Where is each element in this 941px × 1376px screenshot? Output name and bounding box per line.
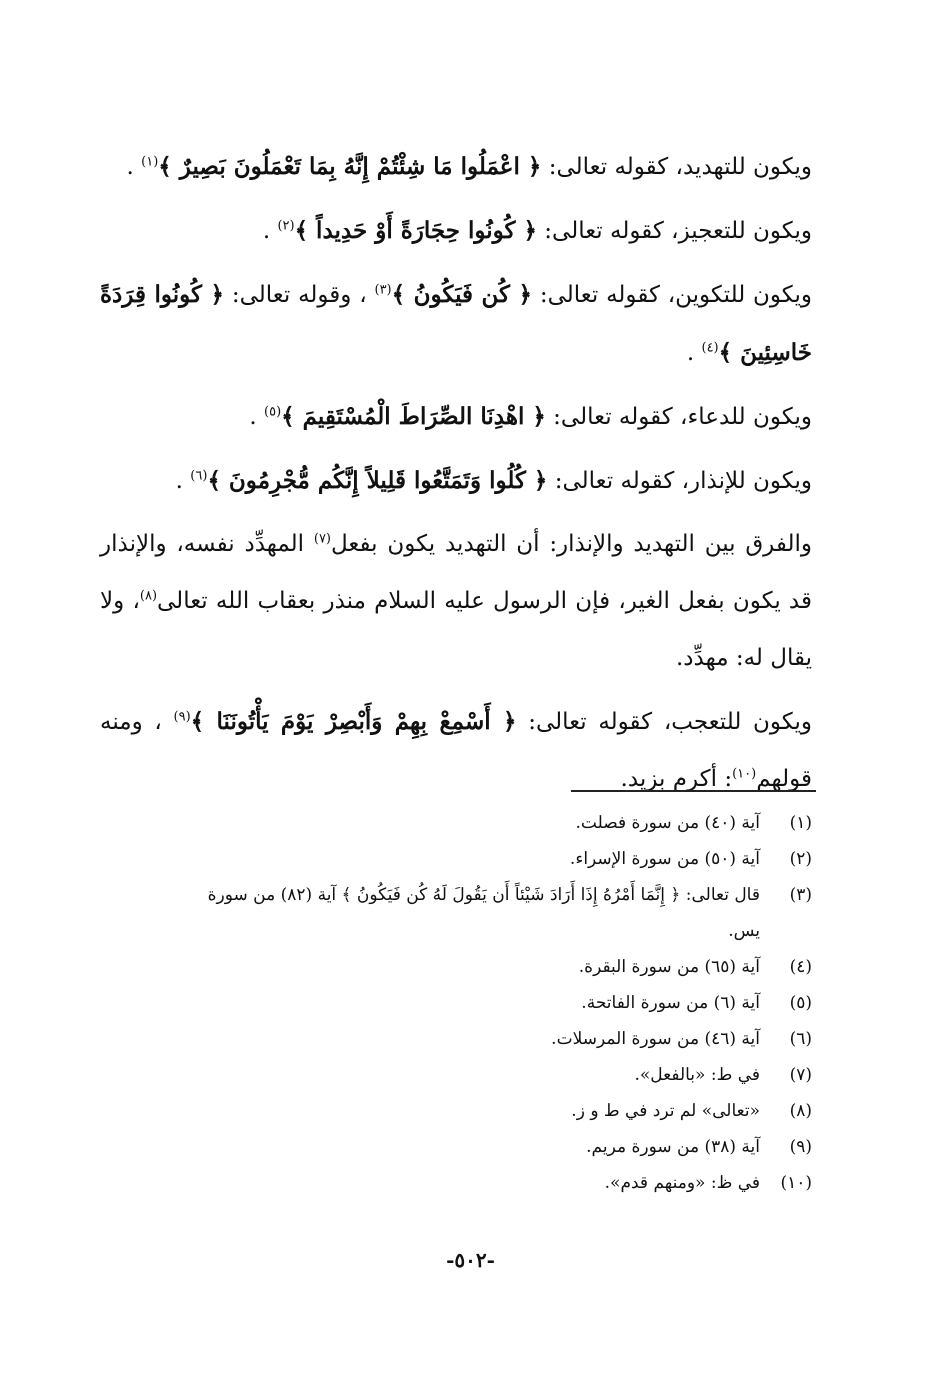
footnote-text: آية (٥٠) من سورة الإسراء. [569,849,760,869]
footnote-text: آية (٤٠) من سورة فصلت. [575,813,760,833]
paragraph-difference [100,516,812,687]
quran-quote: ﴿ كُن فَيَكُونُ ﴾ [391,281,533,308]
paragraph-text: ، ومنه قولهم [100,709,812,792]
paragraph-text: . [262,218,278,244]
footnote-number: (٢) [789,849,812,869]
quran-quote: ﴿ اعْمَلُوا مَا شِئْتُمْ إِنَّهُ بِمَا تَعْمَلُونَ بَصِيرٌ ﴾ [158,153,542,180]
footnote-item [100,985,812,1021]
footnote-item [100,949,812,985]
paragraph-text: ويكون للتكوين، كقوله تعالى: [532,282,813,308]
footnote-text: آية (٦) من سورة الفاتحة. [581,993,760,1013]
footnote-divider [571,790,816,792]
quran-quote: ﴿ كُلُوا وَتَمَتَّعُوا قَلِيلاً إِنَّكُم مُّجْرِمُونَ ﴾ [207,467,548,494]
footnote-number: (١) [789,813,812,833]
footnote-continuation [100,913,812,949]
paragraph-text: ويكون للتعجيز، كقوله تعالى: [536,218,812,244]
footnote-item [100,805,812,841]
footnote-ref[interactable]: (٧) [313,531,331,547]
footnote-item [100,1093,812,1129]
footnote-ref[interactable]: (١٠) [732,766,757,782]
quran-quote: ﴿ اهْدِنَا الصِّرَاطَ الْمُسْتَقِيمَ ﴾ [281,403,546,430]
footnote-ref[interactable]: (٦) [190,468,208,484]
paragraph-text: ويكون للتهديد، كقوله تعالى: [541,154,812,180]
main-text [100,138,812,814]
paragraph-text: . [126,154,142,180]
footnote-number: (٦) [789,1029,812,1049]
paragraph-text: ويكون للتعجب، كقوله تعالى: [516,709,812,735]
paragraph-threat [100,138,812,196]
footnote-item [100,841,812,877]
footnote-text: قال تعالى: ﴿ إِنَّمَا أَمْرُهُ إِذَا أَرَادَ شَيْئاً أَن يَقُولَ لَهُ كُن فَيَكُونُ ﴾ آية (٨٢) من سورة [207,885,760,905]
footnote-number: (٥) [789,993,812,1013]
quran-quote: ﴿ كُونُوا حِجَارَةً أَوْ حَدِيداً ﴾ [294,217,537,244]
footnote-number: (٧) [789,1065,812,1085]
paragraph-text: المهدِّد نفسه، والإنذار قد يكون بفعل الغير، فإن الرسول عليه السلام منذر بعقاب الله تعالى [100,531,812,614]
footnote-ref[interactable]: (١) [141,154,159,170]
paragraph-text: ويكون للدعاء، كقوله تعالى: [545,404,812,430]
footnote-item [100,1165,812,1201]
footnote-ref[interactable]: (٨) [139,588,158,604]
footnote-number: (٨) [789,1101,812,1121]
footnote-item [100,1129,812,1165]
footnote-number: (٩) [789,1137,812,1157]
paragraph-text: : أكرم بزيد. [620,766,733,792]
footnote-item [100,1021,812,1057]
paragraph-supplication [100,388,812,446]
footnote-ref[interactable]: (٤) [701,340,719,356]
page-number: -٥٠٢- [446,1248,495,1272]
quran-quote: ﴿ كُونُوا قِرَدَةً خَاسِئِينَ ﴾ [100,281,812,366]
footnote-text: آية (٦٥) من سورة البقرة. [578,957,760,977]
footnote-item [100,1057,812,1093]
footnote-ref[interactable]: (٩) [173,709,191,725]
paragraph-text: والفرق بين التهديد والإنذار: أن التهديد يكون بفعل [331,531,812,557]
paragraph-warning [100,452,812,510]
paragraph-text: ، ولا يقال له: مهدِّد. [100,588,812,671]
footnote-ref[interactable]: (٥) [264,404,282,420]
footnote-text: «تعالى» لم ترد في ط و ز. [571,1101,760,1121]
paragraph-incapacity [100,202,812,260]
paragraph-text: . [175,468,191,494]
paragraph-text: . [249,404,264,430]
footnote-item [100,877,812,913]
footnote-text: آية (٣٨) من سورة مريم. [586,1137,760,1157]
paragraph-text: ، وقوله تعالى: [224,282,375,308]
footnote-text: في ظ: «ومنهم قدم». [604,1173,760,1193]
footnote-text: في ط: «بالفعل». [634,1065,760,1085]
footnote-number: (٣) [789,885,812,905]
footnote-text: آية (٤٦) من سورة المرسلات. [551,1029,760,1049]
paragraph-text: ويكون للإنذار، كقوله تعالى: [547,468,812,494]
footnote-ref[interactable]: (٢) [277,218,295,234]
quran-quote: ﴿ أَسْمِعْ بِهِمْ وَأَبْصِرْ يَوْمَ يَأْتُونَنَا ﴾ [190,708,517,735]
paragraph-text: . [686,340,702,366]
paragraph-creation [100,266,812,382]
footnote-text: يس. [728,921,760,941]
footnote-number: (١٠) [780,1173,812,1193]
footnotes [100,805,812,1201]
footnote-ref[interactable]: (٣) [374,282,392,298]
footnote-number: (٤) [789,957,812,977]
